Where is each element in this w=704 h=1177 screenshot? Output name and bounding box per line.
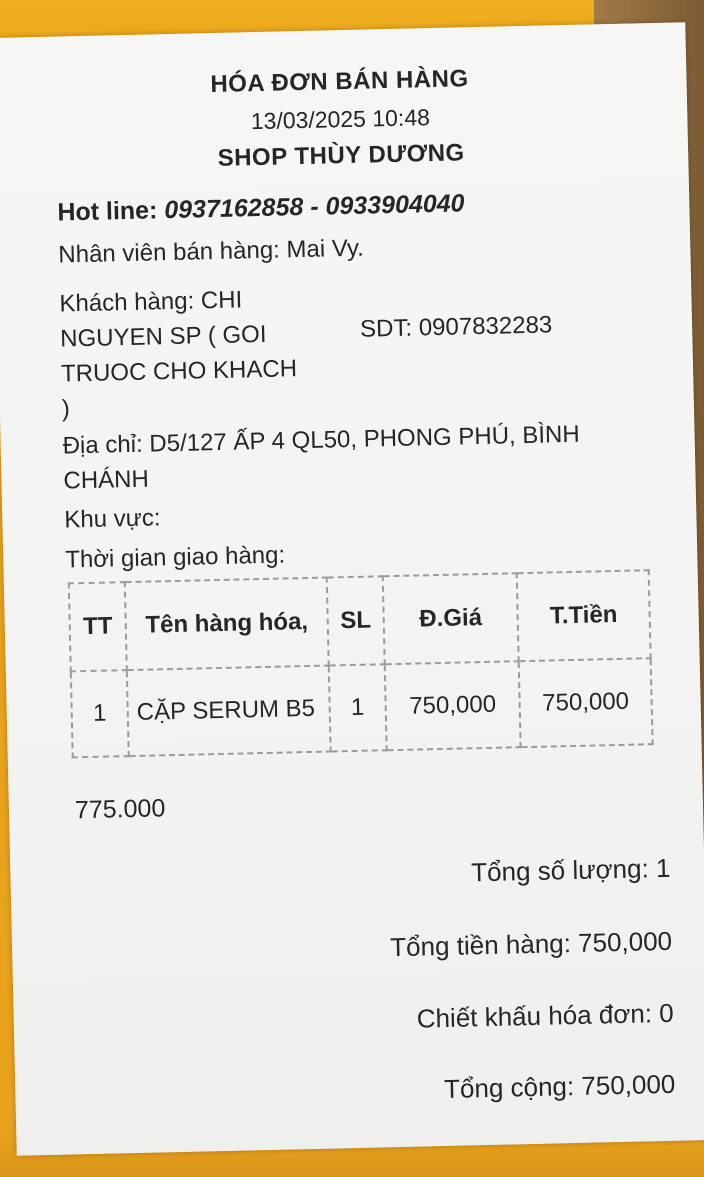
hotline bbox=[57, 189, 465, 227]
receipt-paper bbox=[0, 22, 704, 1155]
header-qty: SL bbox=[327, 576, 385, 665]
header-item-name: Tên hàng hóa, bbox=[125, 578, 329, 671]
receipt-title: HÓA ĐƠN BÁN HÀNG bbox=[210, 65, 469, 99]
cell-tt: 1 bbox=[71, 670, 129, 757]
handwritten-amount: 775.000 bbox=[74, 794, 166, 825]
cell-item-name: CẶP SERUM B5 bbox=[127, 666, 331, 757]
goods-total: Tổng tiền hàng: 750,000 bbox=[389, 925, 673, 963]
shop-name: SHOP THÙY DƯƠNG bbox=[217, 139, 465, 172]
items-table bbox=[68, 569, 654, 758]
grand-total: Tổng cộng: 750,000 bbox=[443, 1068, 676, 1105]
hotline-label: Hot line: bbox=[57, 196, 158, 227]
customer-phone: SDT: 0907832283 bbox=[359, 311, 553, 343]
header-line-total: T.Tiền bbox=[517, 570, 651, 661]
area-label: Khu vực: bbox=[64, 504, 161, 534]
table-row bbox=[71, 658, 653, 757]
header-unit-price: Đ.Giá bbox=[383, 573, 519, 664]
hotline-numbers: 0937162858 - 0933904040 bbox=[163, 189, 465, 225]
receipt-datetime: 13/03/2025 10:48 bbox=[250, 104, 431, 135]
staff-name: Nhân viên bán hàng: Mai Vy. bbox=[58, 234, 365, 269]
cell-qty: 1 bbox=[329, 664, 387, 751]
cell-unit-price: 750,000 bbox=[385, 661, 521, 750]
total-quantity: Tổng số lượng: 1 bbox=[470, 852, 671, 888]
customer-name: Khách hàng: CHI NGUYEN SP ( GOI TRUOC CHO KHACH ) bbox=[59, 286, 298, 423]
delivery-time-label: Thời gian giao hàng: bbox=[64, 541, 286, 574]
header-tt: TT bbox=[69, 582, 127, 671]
table-header-row bbox=[69, 570, 651, 671]
customer-address: Địa chỉ: D5/127 ẤP 4 QL50, PHONG PHÚ, BÌNH CHÁNH bbox=[62, 420, 580, 495]
invoice-discount: Chiết khấu hóa đơn: 0 bbox=[416, 997, 675, 1034]
cell-line-total: 750,000 bbox=[519, 658, 653, 747]
